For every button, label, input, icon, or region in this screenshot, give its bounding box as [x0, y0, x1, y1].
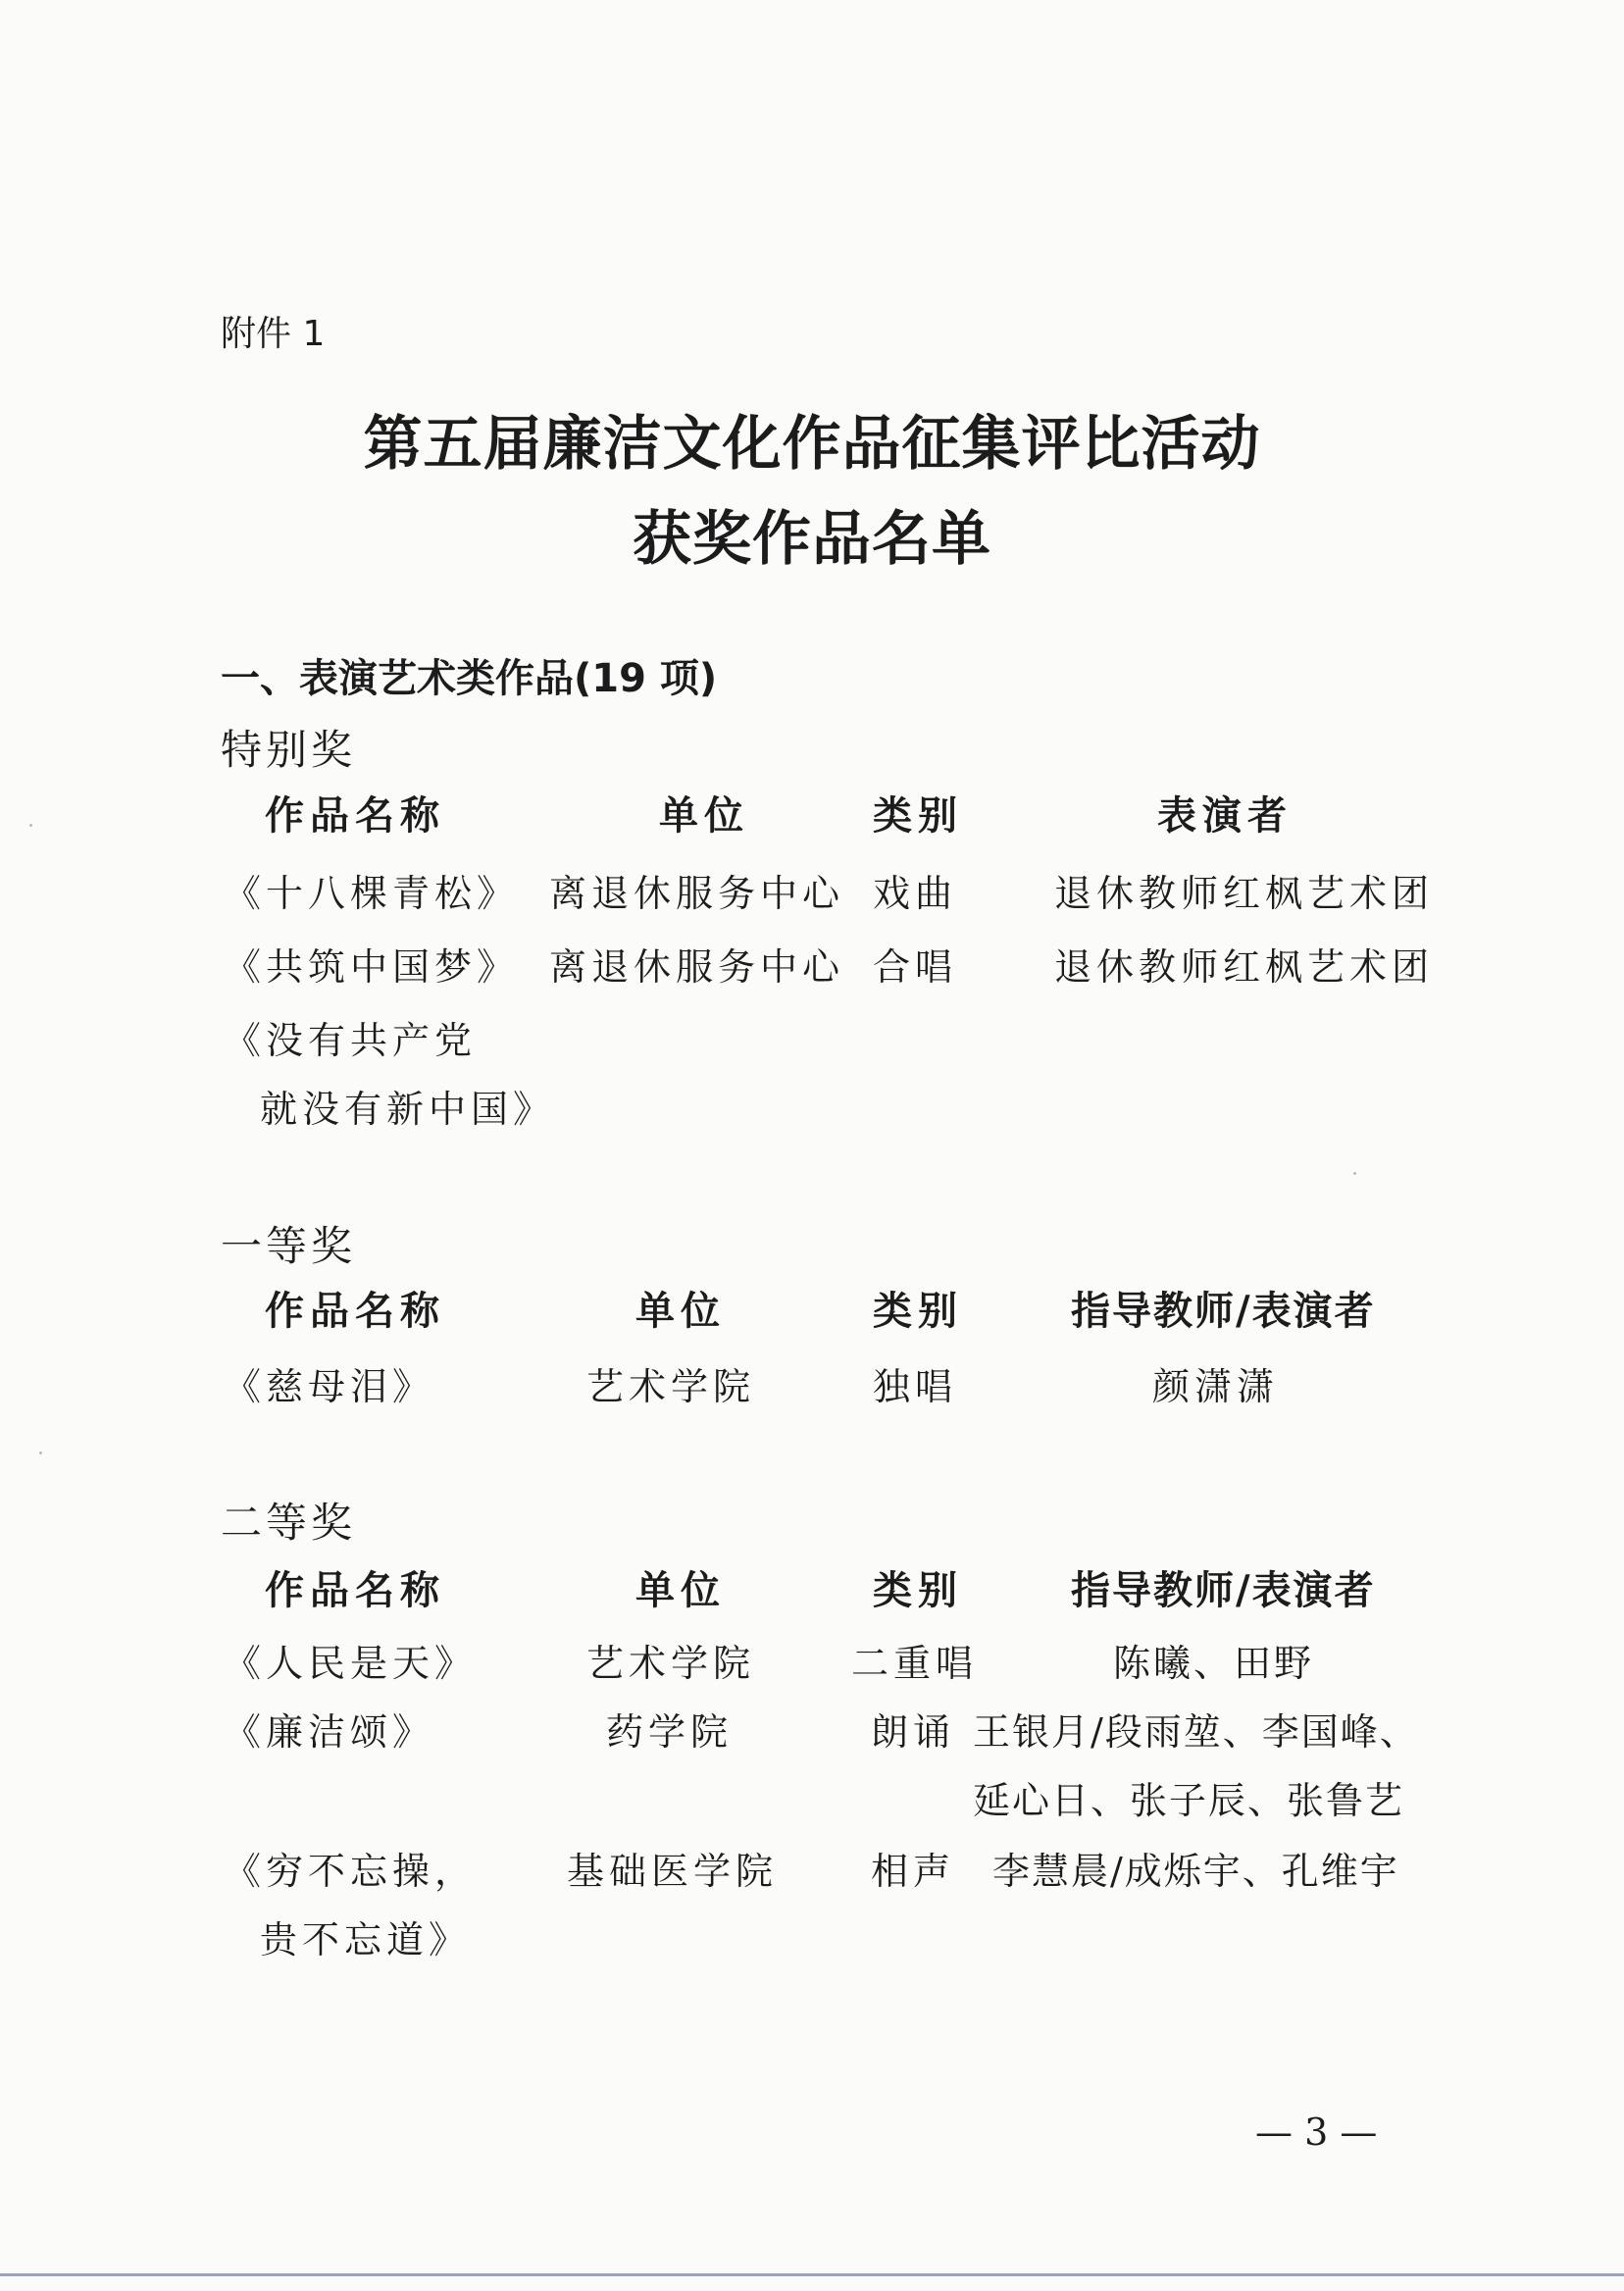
header-performer: 表演者: [1157, 792, 1293, 839]
table-row-performer-line2: 延心日、张子辰、张鲁艺: [973, 1779, 1405, 1822]
table-row-type: 二重唱: [851, 1642, 979, 1685]
header-work-name: 作品名称: [265, 792, 445, 839]
header-work-name: 作品名称: [265, 1288, 445, 1334]
table-row-name: 《共筑中国梦》: [224, 945, 520, 989]
attachment-label: 附件 1: [221, 314, 326, 354]
table-row-performer-line1: 王银月/段雨堃、李国峰、: [973, 1710, 1419, 1754]
first-award-heading: 一等奖: [221, 1222, 357, 1270]
table-row-type: 戏曲: [873, 872, 958, 915]
table-row-name: 《十八棵青松》: [224, 872, 520, 915]
table-row-type: 独唱: [873, 1365, 958, 1408]
table-row-name: 《廉洁颂》: [224, 1710, 435, 1754]
scan-speck: [29, 824, 32, 827]
table-row-unit: 离退休服务中心: [549, 945, 845, 989]
header-category: 类别: [873, 1567, 963, 1613]
table-row-unit: 艺术学院: [586, 1365, 756, 1408]
header-unit: 单位: [659, 792, 749, 839]
header-category: 类别: [873, 792, 963, 839]
section-heading: 一、表演艺术类作品(19 项): [221, 656, 718, 701]
table-row-performer: 李慧晨/成烁宇、孔维宇: [992, 1850, 1399, 1893]
table-row-unit: 离退休服务中心: [549, 872, 845, 915]
table-row-name-line2: 就没有新中国》: [260, 1088, 556, 1131]
header-work-name: 作品名称: [265, 1567, 445, 1613]
table-row-unit: 药学院: [606, 1710, 734, 1754]
table-row-type: 相声: [871, 1850, 956, 1893]
table-row-performer: 退休教师红枫艺术团: [1054, 872, 1435, 915]
table-row-name: 《人民是天》: [224, 1642, 478, 1685]
table-row-name-line2: 贵不忘道》: [260, 1918, 472, 1961]
scan-speck: [1353, 1172, 1356, 1175]
header-unit: 单位: [635, 1288, 726, 1334]
scan-speck: [39, 1451, 42, 1454]
header-unit: 单位: [635, 1567, 726, 1613]
page-bottom-edge: [0, 2273, 1624, 2276]
table-row-name-line1: 《穷不忘操，: [224, 1850, 478, 1893]
document-title-line1: 第五届廉洁文化作品征集评比活动: [363, 410, 1261, 479]
table-row-unit: 基础医学院: [567, 1850, 779, 1893]
table-row-type: 朗诵: [871, 1710, 956, 1754]
table-row-performer: 颜潇潇: [1152, 1365, 1280, 1408]
second-award-heading: 二等奖: [221, 1499, 357, 1547]
page-number: — 3 —: [1255, 2111, 1378, 2154]
table-row-performer: 退休教师红枫艺术团: [1054, 945, 1435, 989]
table-row-type: 合唱: [873, 945, 958, 989]
header-instructor-performer: 指导教师/表演者: [1071, 1288, 1376, 1334]
table-row-unit: 艺术学院: [586, 1642, 756, 1685]
document-title-line2: 获奖作品名单: [633, 505, 991, 574]
table-row-name-line1: 《没有共产党: [224, 1019, 478, 1062]
table-row-name: 《慈母泪》: [224, 1365, 435, 1408]
header-category: 类别: [873, 1288, 963, 1334]
table-row-performer: 陈曦、田野: [1113, 1642, 1315, 1685]
special-award-heading: 特别奖: [221, 726, 357, 774]
header-instructor-performer: 指导教师/表演者: [1071, 1567, 1376, 1613]
